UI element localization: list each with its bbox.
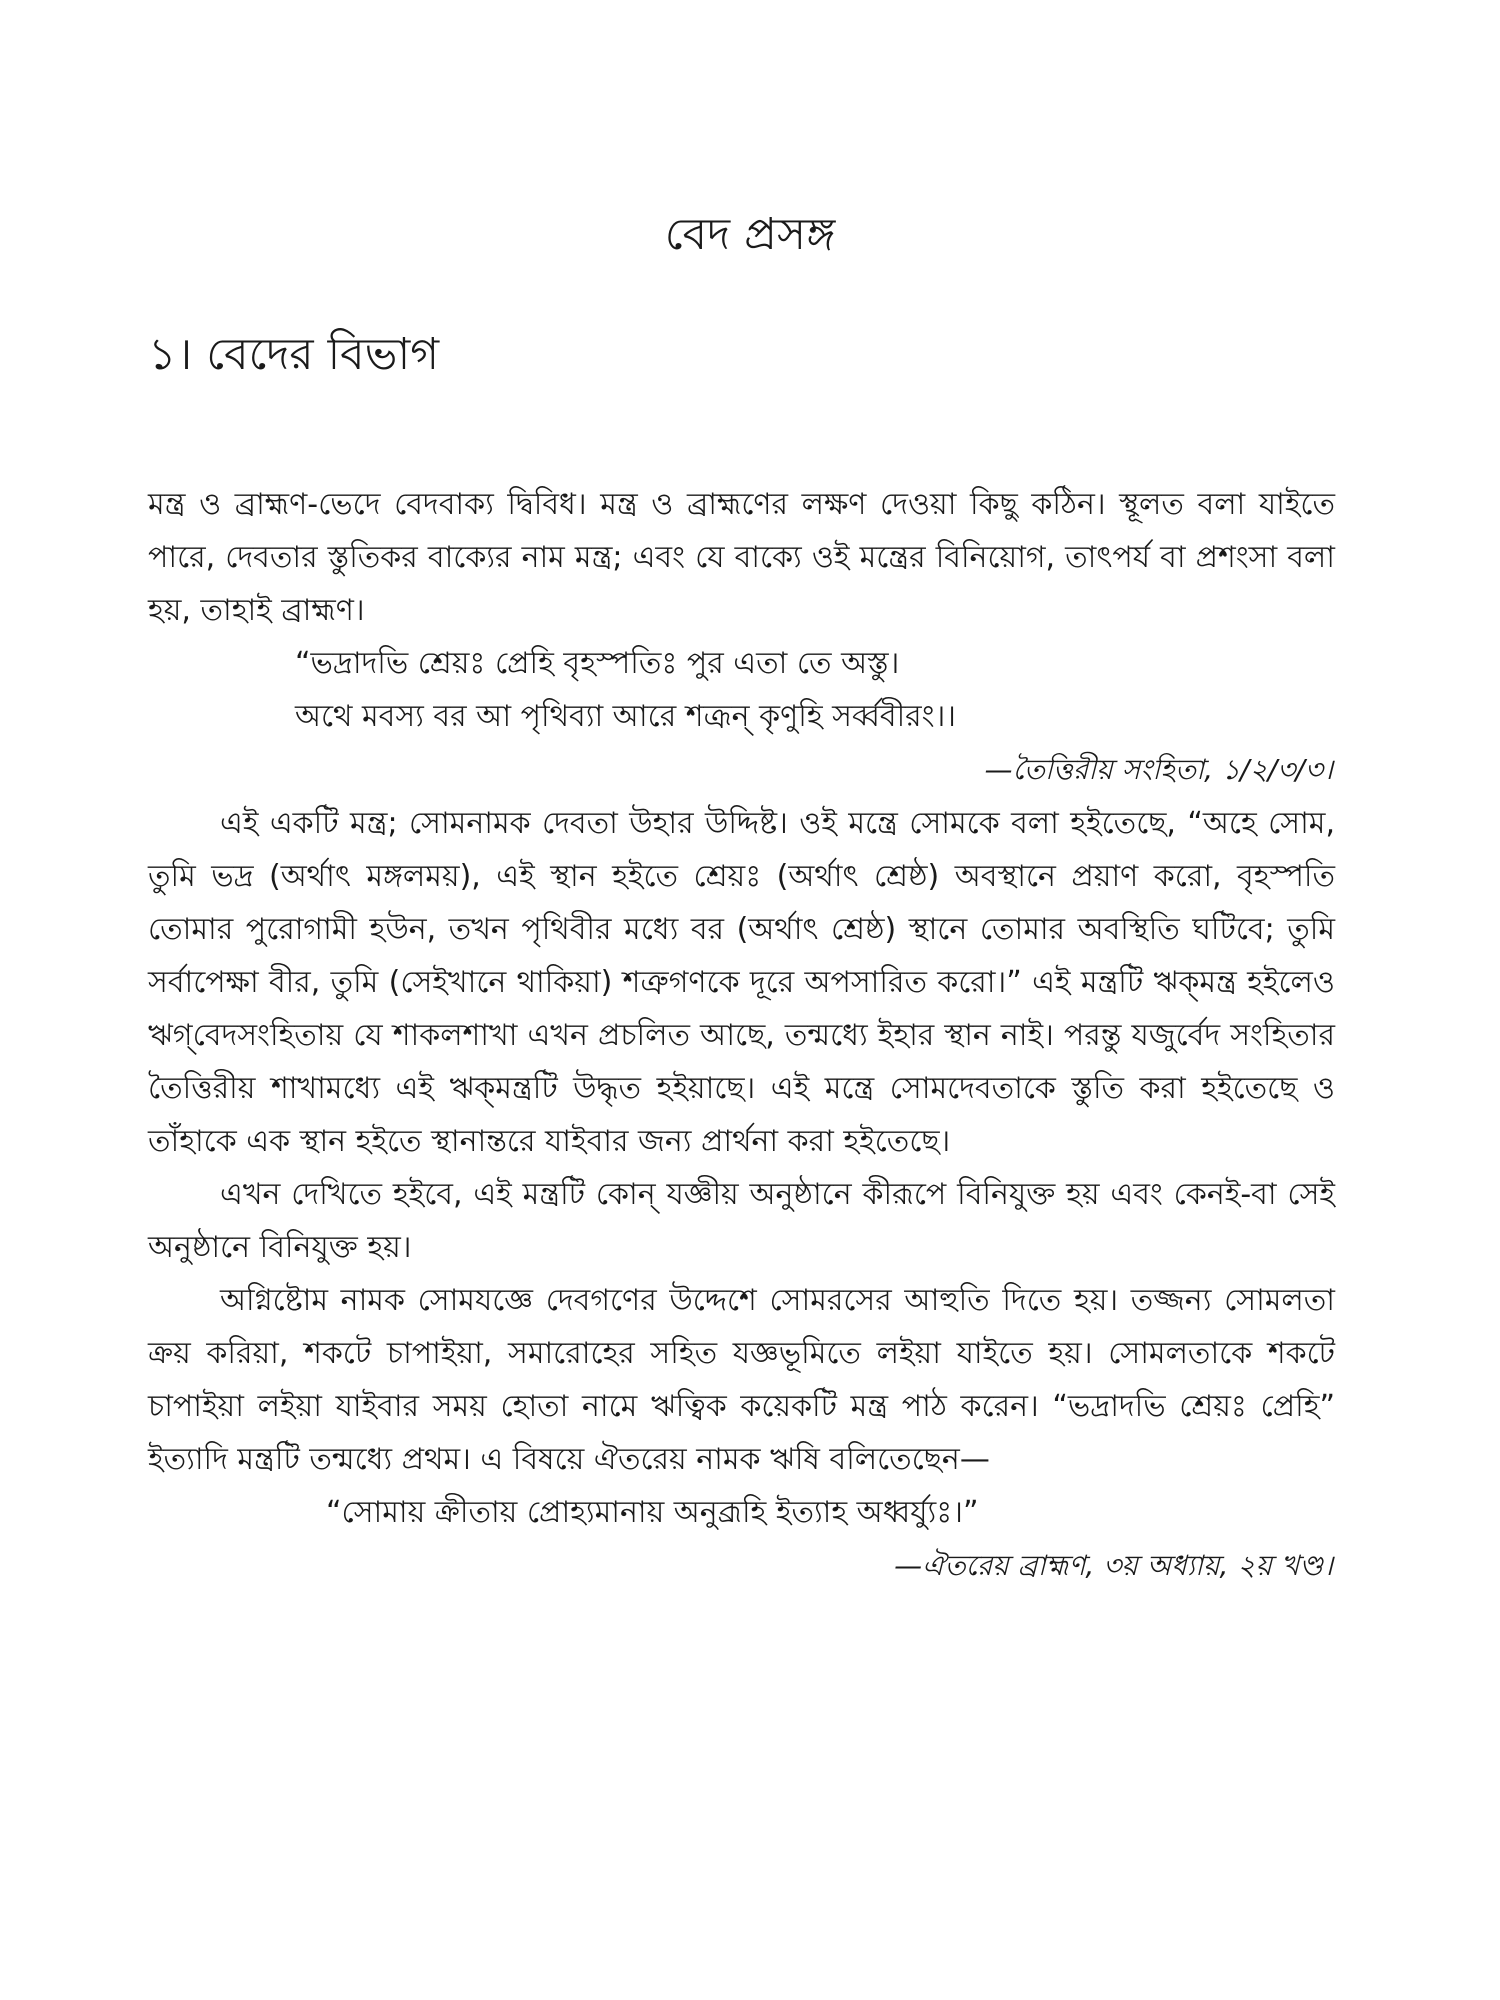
verse-quote-1: [295, 637, 1335, 743]
page-title: বেদ প্রসঙ্গ: [664, 209, 836, 260]
verse-line-1: “ভদ্রাদভি শ্রেয়ঃ প্রেহি বৃহস্পতিঃ পুর এতা তে অস্তু।: [295, 646, 900, 681]
section-heading: ১। বেদের বিভাগ: [148, 329, 440, 380]
body-text: [148, 478, 1335, 1593]
paragraph-1: মন্ত্র ও ব্রাহ্মণ-ভেদে বেদবাক্য দ্বিবিধ। মন্ত্র ও ব্রাহ্মণের লক্ষণ দেওয়া কিছু কঠিন। স্থূলত বলা যাইতে পারে, দেবতার স্তুতিকর বাক্যের নাম মন্ত্র; এবং যে বাক্যে ওই মন্ত্রের বিনিয়োগ, তাৎপর্য বা প্রশংসা বলা হয়, তাহাই ব্রাহ্মণ।: [148, 487, 1335, 628]
verse-quote-2: [326, 1486, 1335, 1539]
paragraph-2: এই একটি মন্ত্র; সোমনামক দেবতা উহার উদ্দিষ্ট। ওই মন্ত্রে সোমকে বলা হইতেছে, “অহে সোম, তুমি ভদ্র (অর্থাৎ মঙ্গলময়), এই স্থান হইতে শ্রেয়ঃ (অর্থাৎ শ্রেষ্ঠ) অবস্থানে প্রয়াণ করো, বৃহস্পতি তোমার পুরোগামী হউন, তখন পৃথিবীর মধ্যে বর (অর্থাৎ শ্রেষ্ঠ) স্থানে তোমার অবস্থিতি ঘটিবে; তুমি সর্বাপেক্ষা বীর, তুমি (সেইখানে থাকিয়া) শত্রুগণকে দূরে অপসারিত করো।” এই মন্ত্রটি ঋক্‌মন্ত্র হইলেও ঋগ্‌বেদসংহিতায় যে শাকলশাখা এখন প্রচলিত আছে, তন্মধ্যে ইহার স্থান নাই। পরন্তু যজুর্বেদ সংহিতার তৈত্তিরীয় শাখামধ্যে এই ঋক্‌মন্ত্রটি উদ্ধৃত হইয়াছে। এই মন্ত্রে সোমদেবতাকে স্তুতি করা হইতেছে ও তাঁহাকে এক স্থান হইতে স্থানান্তরে যাইবার জন্য প্রার্থনা করা হইতেছে।: [148, 806, 1335, 1159]
verse-line-2: অথে মবস্য বর আ পৃথিব্যা আরে শত্রূন্ কৃণুহি সর্ব্ববীরং।।: [295, 699, 957, 734]
paragraph-4: অগ্নিষ্টোম নামক সোমযজ্ঞে দেবগণের উদ্দেশে সোমরসের আহুতি দিতে হয়। তজ্জন্য সোমলতা ক্রয় করিয়া, শকটে চাপাইয়া, সমারোহের সহিত যজ্ঞভূমিতে লইয়া যাইতে হয়। সোমলতাকে শকটে চাপাইয়া লইয়া যাইবার সময় হোতা নামে ঋত্বিক কয়েকটি মন্ত্র পাঠ করেন। “ভদ্রাদভি শ্রেয়ঃ প্রেহি” ইত্যাদি মন্ত্রটি তন্মধ্যে প্রথম। এ বিষয়ে ঐতরেয় নামক ঋষি বলিতেছেন—: [148, 1283, 1335, 1477]
verse-line-3: “সোমায় ক্রীতায় প্রোহ্যমানায় অনুব্রূহি ইত্যাহ অধ্বর্য্যুঃ।”: [326, 1495, 979, 1530]
citation-1: —তৈত্তিরীয় সংহিতা, ১/২/৩/৩।: [984, 753, 1333, 786]
citation-2: —ঐতরেয় ব্রাহ্মণ, ৩য় অধ্যায়, ২য় খণ্ড।: [894, 1549, 1333, 1582]
paragraph-3: এখন দেখিতে হইবে, এই মন্ত্রটি কোন্ যজ্ঞীয় অনুষ্ঠানে কীরূপে বিনিযুক্ত হয় এবং কেনই-বা সেই অনুষ্ঠানে বিনিযুক্ত হয়।: [148, 1177, 1335, 1265]
